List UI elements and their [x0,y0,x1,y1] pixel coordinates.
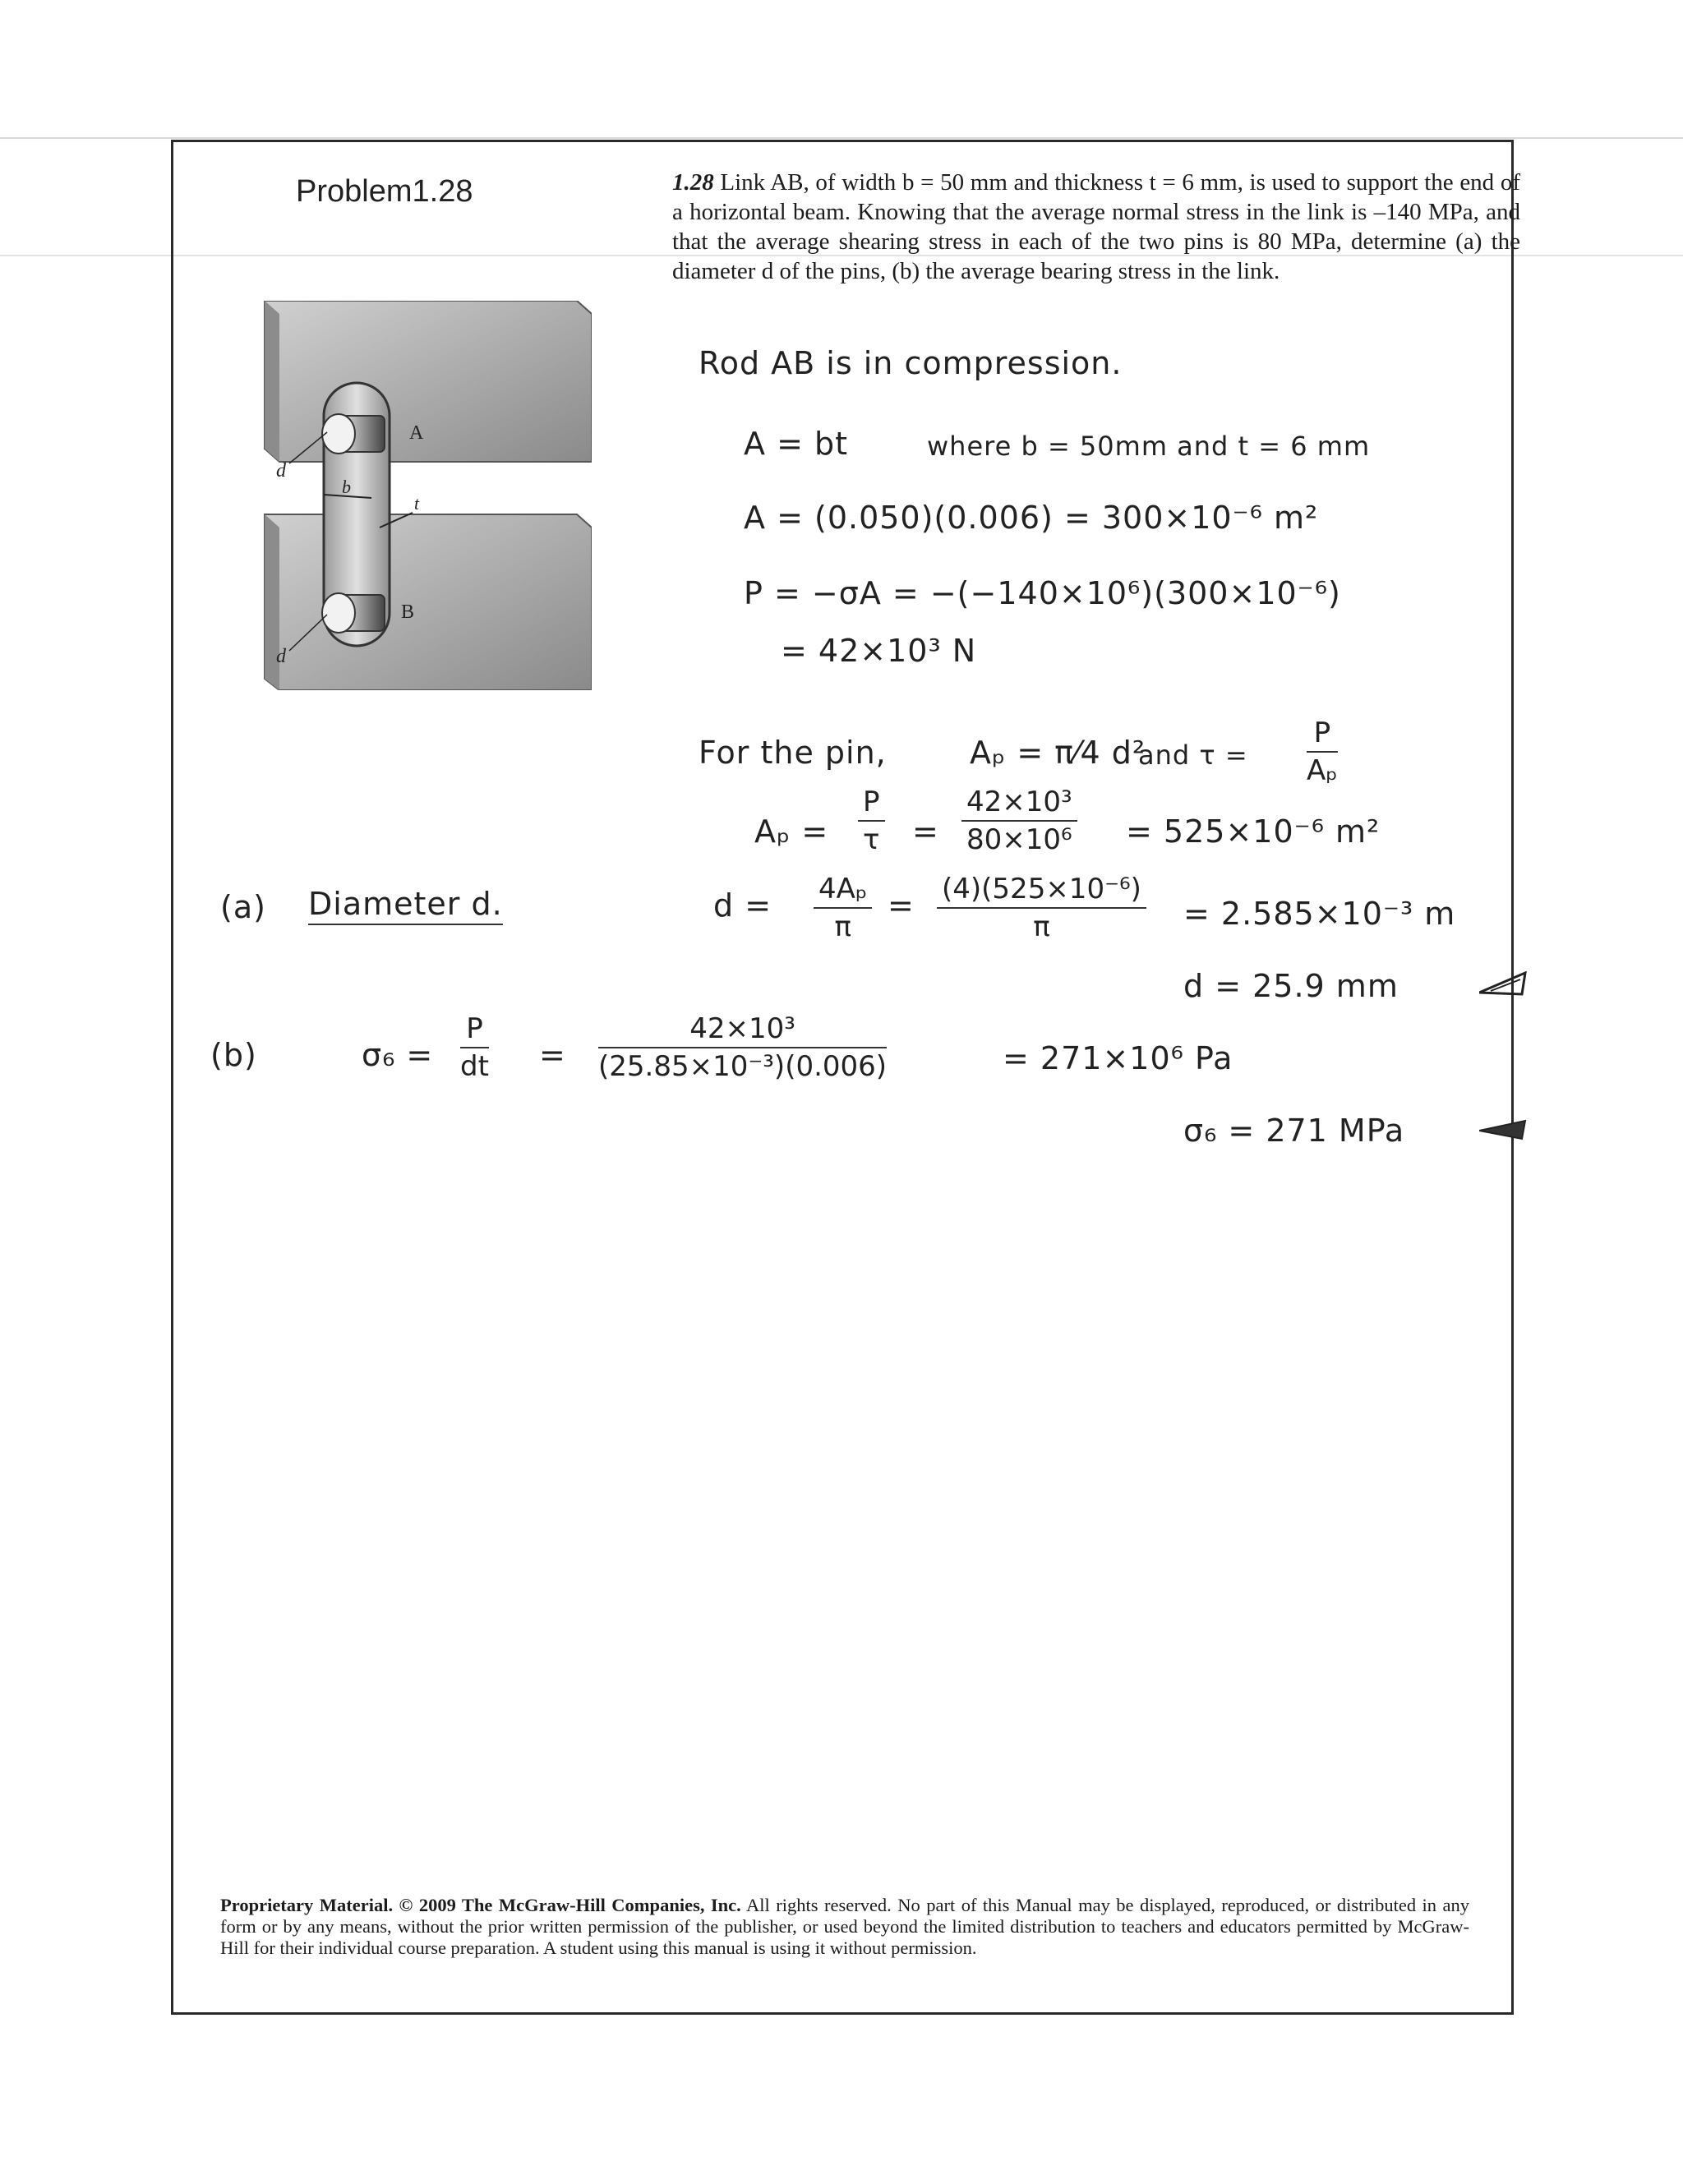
bearing-f1-num: P [460,1012,489,1048]
diameter-root-2-num: (4)(525×10⁻⁶) [937,873,1146,909]
solution-pin-area-eq: = [912,813,939,850]
pin-area-f1-den: τ [863,823,880,856]
answer-b-arrow-icon [1479,1117,1529,1142]
scan-artifact-line-top [0,137,1683,139]
solution-bearing-label: σ₆ = [362,1037,434,1073]
problem-text: Link AB, of width b = 50 mm and thickness t = 6 mm, is used to support the end of a horizontal beam. Knowing that the average normal stress in the link is –140 MPa, and that the average shearing stress in each of the two pins is 80 MPa, determine (a) the diameter d of the pins, (b) the average bearing stress in the link. [672,169,1520,284]
problem-label: Problem1.28 [296,174,473,209]
label-a: A [409,422,424,444]
answer-a-arrow-icon [1479,971,1529,996]
solution-pin-area-label: Aₚ = [754,813,829,850]
solution-line-1: Rod AB is in compression. [699,345,1123,381]
shear-fraction-num: P [1307,716,1338,753]
solution-pin-intro: For the pin, [699,735,887,771]
label-d-bottom: d [276,646,286,667]
solution-pin-area-value: = 525×10⁻⁶ m² [1126,813,1381,850]
link-figure [256,301,592,690]
lower-block [265,514,592,690]
solution-pin-area-fraction-1 [858,786,885,856]
label-d-top: d [276,460,286,481]
part-a-title-text: Diameter d. [308,886,503,925]
footer-text: All rights reserved. No part of this Manual may be displayed, reproduced, or distributed in any form or by any means, without the prior written permission of the publisher, or used beyond the limited distribution to teachers and educators permitted by McGraw-Hill for their individual course preparation. A student using this manual is using it without permission. [220,1895,1470,1958]
solution-force-formula: P = −σA = −(−140×10⁶)(300×10⁻⁶) [744,575,1341,611]
part-a-label: (a) [220,889,266,925]
solution-area-formula: A = bt [744,426,849,462]
part-a-title [308,886,503,922]
answer-a: d = 25.9 mm [1183,968,1399,1004]
diameter-root-2-den: π [1033,910,1050,943]
pin-area-f1-num: P [858,786,885,822]
bearing-f2-num: 42×10³ [598,1012,887,1048]
label-b-end: B [401,601,415,623]
bearing-f2-den: (25.85×10⁻³)(0.006) [598,1050,888,1083]
problem-statement [672,168,1520,286]
solution-diameter-value: = 2.585×10⁻³ m [1183,896,1456,932]
pin-b [322,593,385,633]
answer-b: σ₆ = 271 MPa [1183,1113,1405,1149]
pin-area-f2-den: 80×10⁶ [966,823,1072,856]
bearing-f1-den: dt [460,1050,489,1083]
solution-shear-fraction [1307,716,1338,787]
solution-pin-area-fraction-2 [961,786,1077,856]
footer-lead: Proprietary Material. © 2009 The McGraw-Hill Companies, Inc. [220,1895,741,1915]
part-b-label: (b) [210,1037,257,1073]
label-width-b: b [342,477,351,497]
solution-given-dimensions: where b = 50mm and t = 6 mm [927,431,1371,462]
copyright-footer [220,1895,1469,1959]
solution-force-value: = 42×10³ N [781,633,977,669]
pin-a [322,414,385,454]
solution-diameter-label: d = [713,887,772,924]
solution-diameter-root-2 [937,873,1146,943]
solution-area-value: A = (0.050)(0.006) = 300×10⁻⁶ m² [744,500,1319,536]
shear-fraction-den: Aₚ [1307,754,1338,787]
label-thickness-t: t [414,493,420,514]
solution-diameter-eq: = [888,887,915,924]
diameter-root-1-den: π [834,910,851,943]
solution-pin-area-formula: Aₚ = π⁄4 d² [970,735,1146,771]
solution-bearing-fraction-2 [598,1012,887,1083]
diameter-root-1-num: 4Aₚ [814,873,872,909]
problem-number: 1.28 [672,169,714,196]
solution-shear-label: and τ = [1138,740,1248,771]
solution-bearing-eq: = [539,1037,566,1073]
solution-bearing-value: = 271×10⁶ Pa [1003,1040,1233,1076]
pin-area-f2-num: 42×10³ [961,786,1077,822]
solution-bearing-fraction-1 [460,1012,489,1083]
solution-diameter-root-1 [814,873,872,943]
upper-block [265,301,592,462]
